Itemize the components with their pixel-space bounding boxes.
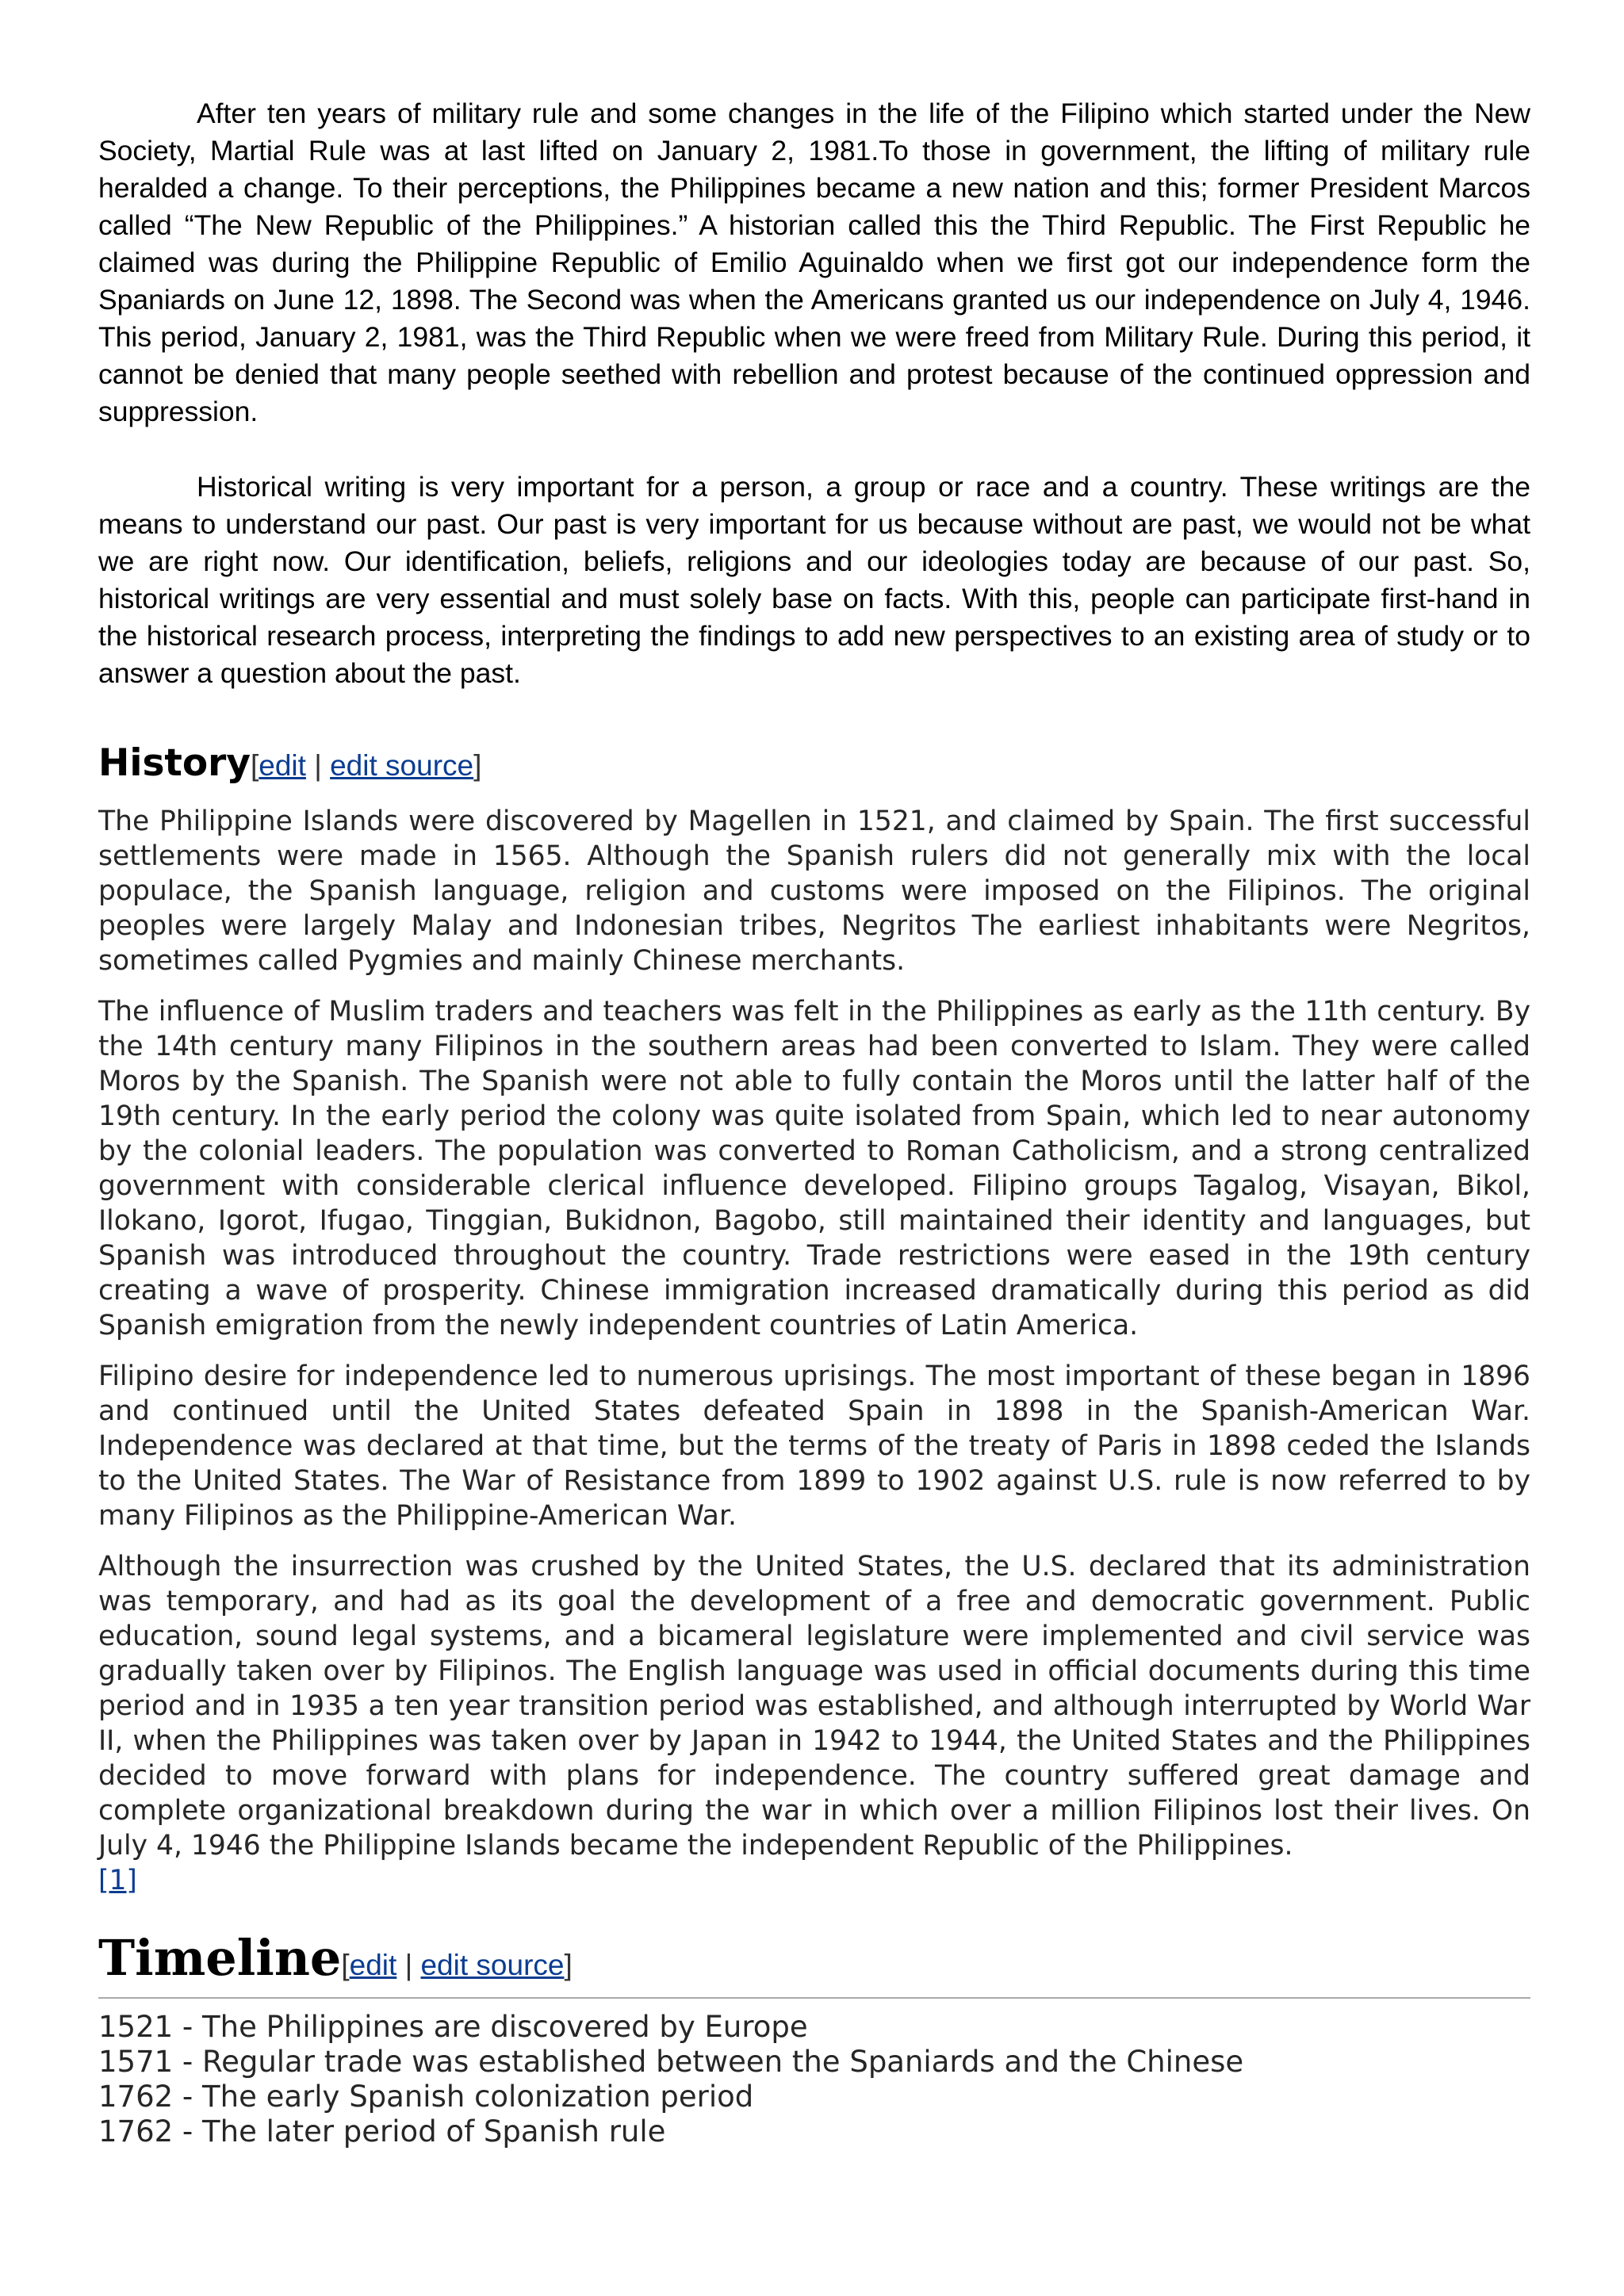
timeline-item: 1521 - The Philippines are discovered by Europe <box>98 2010 808 2044</box>
timeline-item: 1762 - The later period of Spanish rule <box>98 2114 666 2149</box>
history-bracket-close: ] <box>473 749 482 782</box>
history-edit-source-link[interactable]: edit source <box>330 749 474 782</box>
document-page <box>98 95 1530 2149</box>
timeline-edit-links <box>341 1949 572 1981</box>
history-bracket-open: [ <box>251 749 259 782</box>
timeline-title: Timeline <box>98 1929 342 1987</box>
history-paragraph-3: Filipino desire for independence led to numerous uprisings. The most important of these began in 1896 and continued until the United States defeated Spain in 1898 in the Spanish-American War. Independence was declared at that time, but the terms of the treaty of Paris in 1898 ceded the Islands to the United States. The War of Resistance from 1899 to 1902 against U.S. rule is now referred to by many Filipinos as the Philippine-American War. <box>98 1360 1530 1532</box>
timeline-section <box>98 1930 1530 2149</box>
history-heading <box>98 740 1530 790</box>
timeline-separator: | <box>396 1949 421 1981</box>
intro-section <box>98 95 1530 692</box>
history-paragraph-1: The Philippine Islands were discovered by Magellen in 1521, and claimed by Spain. The first successful settlements were made in 1565. Although the Spanish rulers did not generally mix with the local populace, the Spanish language, religion and customs were imposed on the Filipinos. The original peoples were largely Malay and Indonesian tribes, Negritos The earliest inhabitants were Negritos, sometimes called Pygmies and mainly Chinese merchants. <box>98 806 1530 977</box>
intro-paragraph-2: Historical writing is very important for a person, a group or race and a country. These writings are the means to understand our past. Our past is very important for us because without are past, we would not be what we are right now. Our identification, beliefs, religions and our ideologies today are because of our past. So, historical writings are very essential and must solely base on facts. With this, people can participate first-hand in the historical research process, interpreting the findings to add new perspectives to an existing area of study or to answer a question about the past. <box>98 471 1530 689</box>
timeline-bracket-open: [ <box>341 1949 350 1981</box>
timeline-bracket-close: ] <box>564 1949 573 1981</box>
timeline-edit-source-link[interactable]: edit source <box>420 1949 565 1981</box>
history-reference <box>98 1863 1530 1898</box>
reference-link-1[interactable]: [1] <box>98 1865 137 1896</box>
intro-paragraph-1: After ten years of military rule and some changes in the life of the Filipino which started under the New Society, Martial Rule was at last lifted on January 2, 1981.To those in government, the lifting of military rule heralded a change. To their perceptions, the Philippines became a new nation and this; former President Marcos called “The New Republic of the Philippines.” A historian called this the Third Republic. The First Republic he claimed was during the Philippine Republic of Emilio Aguinaldo when we first got our independence form the Spaniards on June 12, 1898. The Second was when the Americans granted us our independence on July 4, 1946. This period, January 2, 1981, was the Third Republic when we were freed from Military Rule. During this period, it cannot be denied that many people seethed with rebellion and protest because of the continued oppression and suppression. <box>98 98 1530 427</box>
history-section <box>98 740 1530 1898</box>
history-paragraph-2: The influence of Muslim traders and teachers was felt in the Philippines as early as the 11th century. By the 14th century many Filipinos in the southern areas had been converted to Islam. They were called Moros by the Spanish. The Spanish were not able to fully contain the Moros until the latter half of the 19th century. In the early period the colony was quite isolated from Spain, which led to near autonomy by the colonial leaders. The population was converted to Roman Catholicism, and a strong centralized government with considerable clerical influence developed. Filipino groups Tagalog, Visayan, Bikol, Ilokano, Igorot, Ifugao, Tinggian, Bukidnon, Bagobo, still maintained their identity and languages, but Spanish was introduced throughout the country. Trade restrictions were eased in the 19th century creating a wave of prosperity. Chinese immigration increased dramatically during this period as did Spanish emigration from the newly independent countries of Latin America. <box>98 996 1530 1341</box>
timeline-edit-link[interactable]: edit <box>349 1949 397 1981</box>
history-edit-links <box>251 749 481 782</box>
timeline-item: 1571 - Regular trade was established between the Spaniards and the Chinese <box>98 2045 1244 2079</box>
history-separator: | <box>305 749 331 782</box>
timeline-item: 1762 - The early Spanish colonization period <box>98 2080 754 2114</box>
history-edit-link[interactable]: edit <box>259 749 306 782</box>
history-paragraph-4: Although the insurrection was crushed by the United States, the U.S. declared that its administration was temporary, and had as its goal the development of a free and democratic government. Public education, sound legal systems, and a bicameral legislature were implemented and civil service was gradually taken over by Filipinos. The English language was used in official documents during this time period and in 1935 a ten year transition period was established, and although interrupted by World War II, when the Philippines was taken over by Japan in 1942 to 1944, the United States and the Philippines decided to move forward with plans for independence. The country suffered great damage and complete organizational breakdown during the war in which over a million Filipinos lost their lives. On July 4, 1946 the Philippine Islands became the independent Republic of the Philippines. <box>98 1551 1530 1862</box>
timeline-heading <box>98 1930 1530 1999</box>
timeline-list <box>98 2010 1530 2149</box>
history-title: History <box>98 741 251 785</box>
